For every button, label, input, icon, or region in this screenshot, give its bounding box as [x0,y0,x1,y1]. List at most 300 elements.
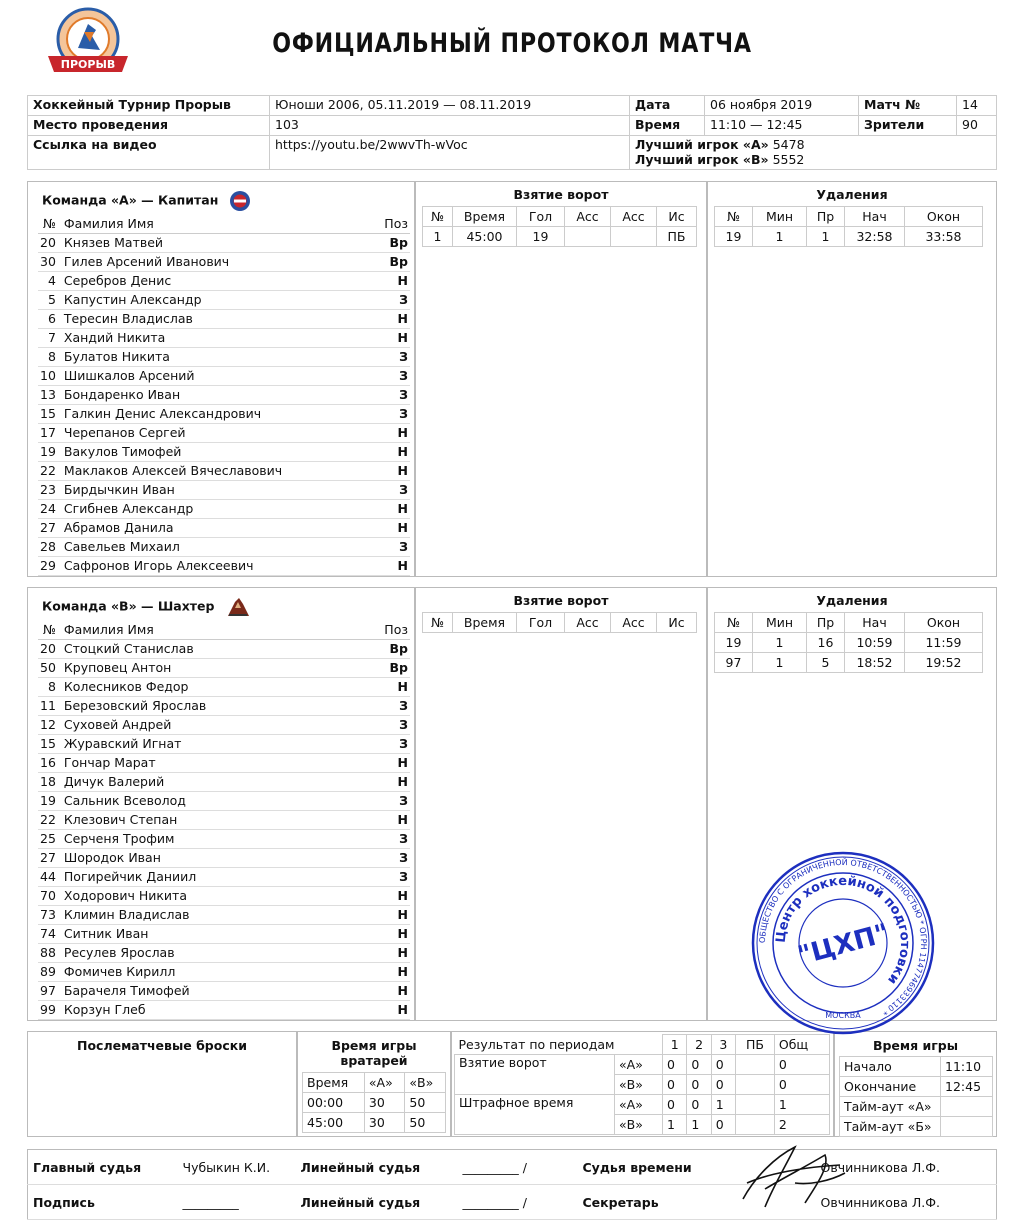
table-header-row [423,207,697,227]
pim-a-p3: 1 [711,1095,735,1115]
penalty-row [715,653,983,673]
table-header-row [715,613,983,633]
player-position: Н [382,962,410,981]
game-start-label: Начало [840,1057,941,1077]
pim-b-p3: 0 [711,1115,735,1135]
best-players-cell [630,136,997,170]
column-header: Нач [845,613,905,633]
player-row [38,696,410,715]
team-b-roster-table [38,620,410,1020]
official-stamp [750,850,936,1036]
timeout-b-value [941,1117,993,1137]
secretary-label: Секретарь [578,1185,733,1220]
table-cell: 45:00 [453,227,517,247]
player-position: З [382,290,410,309]
player-position: Н [382,271,410,290]
team-a-goals-table [422,206,697,247]
player-name: Серебров Денис [62,271,382,290]
player-row [38,639,410,658]
goalie-time-table [302,1072,446,1133]
team-a-penalties-panel [707,181,997,577]
player-name: Булатов Никита [62,347,382,366]
period-header-total: Общ [774,1035,829,1055]
player-name: Ресулев Ярослав [62,943,382,962]
player-row [38,480,410,499]
player-name: Князев Матвей [62,233,382,252]
timeout-b-label: Тайм-аут «Б» [840,1117,941,1137]
player-number: 12 [38,715,62,734]
team-a-roster-table [38,214,410,576]
player-position: З [382,537,410,556]
header-name: Фамилия Имя [62,620,382,639]
pim-a-so [736,1095,775,1115]
table-cell: 1 [807,227,845,247]
player-row [38,385,410,404]
player-number: 11 [38,696,62,715]
pim-a-p2: 0 [687,1095,711,1115]
player-number: 19 [38,791,62,810]
player-position: Н [382,943,410,962]
periods-table [454,1034,830,1135]
player-row [38,715,410,734]
goals-b-so [736,1075,775,1095]
team-a-emblem-icon [229,190,251,212]
player-name: Ходорович Никита [62,886,382,905]
player-position: Н [382,924,410,943]
column-header: № [423,207,453,227]
player-number: 89 [38,962,62,981]
player-name: Колесников Федор [62,677,382,696]
team-b-emblem-icon [225,596,251,618]
player-position: Н [382,423,410,442]
player-name: Ситник Иван [62,924,382,943]
player-row [38,347,410,366]
player-number: 16 [38,753,62,772]
player-number: 99 [38,1000,62,1019]
periods-team-b-tag: «В» [615,1075,663,1095]
player-position: Вр [382,233,410,252]
column-header: Асс [611,613,657,633]
match-info-table [27,95,997,170]
player-name: Климин Владислав [62,905,382,924]
column-header: Окон [905,207,983,227]
game-start-value: 11:10 [941,1057,993,1077]
spectators-label: Зрители [859,116,957,136]
team-b-goals-title: Взятие ворот [513,593,609,608]
goalie-header: «В» [405,1073,446,1093]
team-a-title-text: Команда «А» — Капитан [42,192,219,208]
player-position: Вр [382,252,410,271]
roster-header-row [38,214,410,233]
column-header: Мин [753,613,807,633]
player-name: Гончар Марат [62,753,382,772]
column-header: Пр [807,207,845,227]
player-row [38,442,410,461]
player-position: З [382,867,410,886]
player-name: Дичук Валерий [62,772,382,791]
timeout-a-label: Тайм-аут «А» [840,1097,941,1117]
line-referee-label: Линейный судья [296,1150,458,1185]
team-b-penalties-title: Удаления [816,593,888,608]
period-header-1: 1 [663,1035,687,1055]
column-header: Мин [753,207,807,227]
goalie-time-row [303,1093,446,1113]
time-label: Время [630,116,705,136]
pim-b-p1: 1 [663,1115,687,1135]
player-name: Шишкалов Арсений [62,366,382,385]
player-number: 70 [38,886,62,905]
venue-label: Место проведения [28,116,270,136]
player-row [38,943,410,962]
player-position: Н [382,309,410,328]
column-header: Время [453,207,517,227]
player-name: Круповец Антон [62,658,382,677]
player-number: 23 [38,480,62,499]
pim-a-p1: 0 [663,1095,687,1115]
header-number: № [38,620,62,639]
player-position: Н [382,518,410,537]
player-name: Корзун Глеб [62,1000,382,1019]
table-cell: 1 [423,227,453,247]
goalie-time-title: Время игры вратарей [331,1038,417,1068]
period-header-so: ПБ [736,1035,775,1055]
player-row [38,366,410,385]
pim-b-p2: 1 [687,1115,711,1135]
player-row [38,886,410,905]
periods-pim-label: Штрафное время [455,1095,615,1135]
table-cell: 32:58 [845,227,905,247]
player-row [38,309,410,328]
player-row [38,753,410,772]
best-player-b-value: 5552 [772,152,805,167]
team-a-penalties-title: Удаления [816,187,888,202]
periods-title: Результат по периодам [458,1036,615,1052]
table-cell: ПБ [657,227,697,247]
time-referee-label: Судья времени [578,1150,733,1185]
player-number: 13 [38,385,62,404]
periods-panel [451,1031,834,1137]
goals-b-total: 0 [774,1075,829,1095]
team-b-penalties-table [714,612,983,673]
player-row [38,791,410,810]
player-name: Клезович Степан [62,810,382,829]
player-number: 4 [38,271,62,290]
goalie-time-cell: 30 [364,1093,405,1113]
main-referee-value: Чубыкин К.И. [178,1150,296,1185]
table-header-row [423,613,697,633]
column-header: Ис [657,207,697,227]
column-header: Асс [565,207,611,227]
game-time-panel [834,1031,997,1137]
line-referee-2-value: _________ / [458,1185,578,1220]
player-position: З [382,848,410,867]
player-position: Н [382,981,410,1000]
player-number: 50 [38,658,62,677]
player-position: З [382,366,410,385]
player-number: 22 [38,461,62,480]
player-name: Березовский Ярослав [62,696,382,715]
player-position: З [382,385,410,404]
video-link[interactable]: https://youtu.be/2wwvTh-wVoc [270,136,630,170]
period-header-3: 3 [711,1035,735,1055]
player-row [38,677,410,696]
player-number: 97 [38,981,62,1000]
page-title: ОФИЦИАЛЬНЫЙ ПРОТОКОЛ МАТЧА [272,28,752,59]
player-name: Тересин Владислав [62,309,382,328]
goalie-time-cell: 50 [405,1113,446,1133]
player-number: 44 [38,867,62,886]
date-label: Дата [630,96,705,116]
roster-header-row [38,620,410,639]
player-number: 19 [38,442,62,461]
penalty-row [715,633,983,653]
player-position: Н [382,772,410,791]
stamp-city-text: МОСКВА [825,1011,861,1020]
player-row [38,734,410,753]
column-header: № [423,613,453,633]
player-name: Вакулов Тимофей [62,442,382,461]
table-cell [565,227,611,247]
table-cell: 10:59 [845,633,905,653]
player-row [38,658,410,677]
header-number: № [38,214,62,233]
team-a-penalties-table [714,206,983,247]
player-name: Сгибнев Александр [62,499,382,518]
game-time-title: Время игры [872,1038,959,1053]
player-number: 18 [38,772,62,791]
goalie-time-cell: 45:00 [303,1113,365,1133]
signature-label: Подпись [28,1185,178,1220]
player-row [38,252,410,271]
player-name: Черепанов Сергей [62,423,382,442]
goalie-header-row [303,1073,446,1093]
header-name: Фамилия Имя [62,214,382,233]
pim-b-total: 2 [774,1115,829,1135]
best-player-a-label: Лучший игрок «А» [635,137,769,152]
match-number-label: Матч № [859,96,957,116]
player-row [38,233,410,252]
table-cell: 19:52 [905,653,983,673]
game-time-table [839,1056,993,1137]
player-number: 17 [38,423,62,442]
player-position: З [382,696,410,715]
player-name: Погирейчик Даниил [62,867,382,886]
player-row [38,499,410,518]
player-name: Стоцкий Станислав [62,639,382,658]
main-referee-label: Главный судья [28,1150,178,1185]
column-header: Нач [845,207,905,227]
signature-value: _________ [178,1185,296,1220]
secretary-value: Овчинникова Л.Ф. [733,1185,997,1220]
player-position: З [382,480,410,499]
player-position: Н [382,753,410,772]
player-row [38,905,410,924]
player-position: Н [382,1000,410,1019]
shootout-panel [27,1031,297,1137]
column-header: Пр [807,613,845,633]
player-number: 6 [38,309,62,328]
pim-b-so [736,1115,775,1135]
goalie-time-cell: 50 [405,1093,446,1113]
player-number: 22 [38,810,62,829]
player-row [38,848,410,867]
player-position: З [382,734,410,753]
video-label: Ссылка на видео [28,136,270,170]
player-number: 7 [38,328,62,347]
player-position: Н [382,905,410,924]
player-name: Барачеля Тимофей [62,981,382,1000]
player-name: Фомичев Кирилл [62,962,382,981]
team-b-title [42,596,251,618]
player-row [38,1000,410,1019]
player-name: Суховей Андрей [62,715,382,734]
game-end-value: 12:45 [941,1077,993,1097]
player-number: 24 [38,499,62,518]
player-number: 74 [38,924,62,943]
periods-goals-label: Взятие ворот [455,1055,615,1095]
table-cell: 11:59 [905,633,983,653]
goals-b-p1: 0 [663,1075,687,1095]
player-row [38,271,410,290]
player-position: Вр [382,658,410,677]
player-row [38,924,410,943]
shootout-title: Послематчевые броски [76,1038,247,1053]
player-row [38,518,410,537]
player-name: Сальник Всеволод [62,791,382,810]
player-number: 73 [38,905,62,924]
spectators-value: 90 [957,116,997,136]
time-referee-value: Овчинникова Л.Ф. [733,1150,997,1185]
match-number-value: 14 [957,96,997,116]
player-name: Серченя Трофим [62,829,382,848]
team-a-title [42,190,251,212]
player-position: Н [382,886,410,905]
pim-team-b-tag: «В» [615,1115,663,1135]
player-row [38,810,410,829]
tournament-label: Хоккейный Турнир Прорыв [28,96,270,116]
player-name: Галкин Денис Александрович [62,404,382,423]
date-value: 06 ноября 2019 [705,96,859,116]
goals-a-total: 0 [774,1055,829,1075]
period-header-2: 2 [687,1035,711,1055]
player-row [38,556,410,575]
table-cell: 19 [715,633,753,653]
player-position: Н [382,499,410,518]
player-name: Савельев Михаил [62,537,382,556]
goals-a-p3: 0 [711,1055,735,1075]
player-number: 29 [38,556,62,575]
player-position: З [382,715,410,734]
goalie-time-cell: 00:00 [303,1093,365,1113]
player-position: Н [382,810,410,829]
column-header: Асс [611,207,657,227]
player-position: Н [382,461,410,480]
player-name: Гилев Арсений Иванович [62,252,382,271]
goalie-time-cell: 30 [364,1113,405,1133]
table-cell: 1 [753,653,807,673]
player-name: Абрамов Данила [62,518,382,537]
pim-a-total: 1 [774,1095,829,1115]
best-player-a-value: 5478 [772,137,805,152]
player-row [38,423,410,442]
player-row [38,290,410,309]
header-position: Поз [382,214,410,233]
table-cell: 97 [715,653,753,673]
goals-a-p1: 0 [663,1055,687,1075]
player-name: Шородок Иван [62,848,382,867]
team-b-roster-panel [27,587,415,1021]
player-position: Н [382,556,410,575]
player-position: Н [382,328,410,347]
goals-a-so [736,1055,775,1075]
column-header: Асс [565,613,611,633]
player-name: Журавский Игнат [62,734,382,753]
player-number: 8 [38,677,62,696]
table-cell: 5 [807,653,845,673]
player-position: Вр [382,639,410,658]
player-number: 20 [38,639,62,658]
player-position: Н [382,677,410,696]
stamp-ring-text: Центр хоккейной подготовки [773,873,913,987]
table-cell: 19 [517,227,565,247]
table-header-row [715,207,983,227]
stamp-outer-text: ОБЩЕСТВО С ОГРАНИЧЕННОЙ ОТВЕТСТВЕННОСТЬЮ * ОГРН 1147746933110 * [757,857,929,1017]
player-number: 10 [38,366,62,385]
game-end-label: Окончание [840,1077,941,1097]
player-name: Сафронов Игорь Алексеевич [62,556,382,575]
player-number: 27 [38,518,62,537]
player-position: З [382,347,410,366]
player-position: Н [382,442,410,461]
player-number: 30 [38,252,62,271]
venue-value: 103 [270,116,630,136]
periods-team-a-tag: «А» [615,1055,663,1075]
player-number: 88 [38,943,62,962]
player-name: Хандий Никита [62,328,382,347]
table-cell: 16 [807,633,845,653]
pim-team-a-tag: «А» [615,1095,663,1115]
player-name: Бирдычкин Иван [62,480,382,499]
player-number: 25 [38,829,62,848]
timeout-a-value [941,1097,993,1117]
line-referee-value: _________ / [458,1150,578,1185]
team-b-goals-table [422,612,697,633]
player-row [38,328,410,347]
player-number: 5 [38,290,62,309]
player-position: З [382,791,410,810]
table-cell [611,227,657,247]
logo-text: ПРОРЫВ [60,58,116,71]
team-a-goals-panel [415,181,707,577]
player-row [38,962,410,981]
goalie-header: «А» [364,1073,405,1093]
player-row [38,981,410,1000]
player-row [38,461,410,480]
header-position: Поз [382,620,410,639]
column-header: Ис [657,613,697,633]
goal-row [423,227,697,247]
player-name: Маклаков Алексей Вячеславович [62,461,382,480]
table-cell: 1 [753,633,807,653]
team-b-title-text: Команда «В» — Шахтер [42,598,215,614]
player-number: 20 [38,233,62,252]
goals-b-p3: 0 [711,1075,735,1095]
penalty-row [715,227,983,247]
best-player-b-label: Лучший игрок «В» [635,152,769,167]
column-header: Окон [905,613,983,633]
column-header: № [715,613,753,633]
table-cell: 1 [753,227,807,247]
